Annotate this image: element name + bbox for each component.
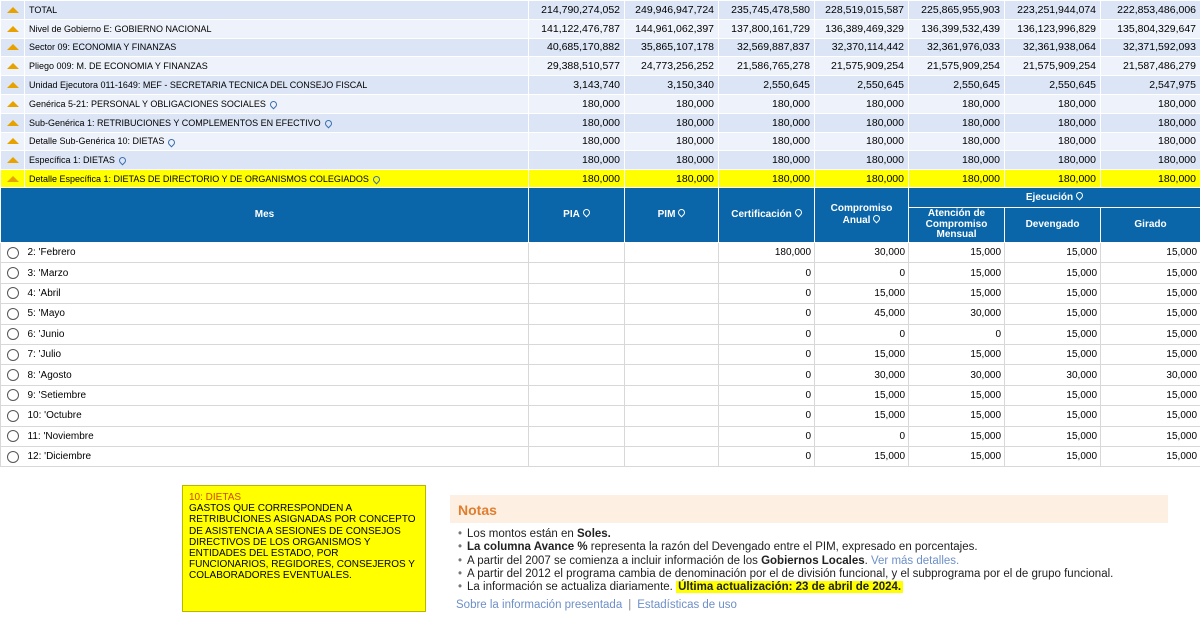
header-girado: Girado xyxy=(1101,208,1200,243)
cell-aten: 15,000 xyxy=(909,263,1005,283)
pin-icon[interactable] xyxy=(167,137,177,147)
summary-value: 180,000 xyxy=(909,151,1005,170)
month-label: 6: 'Junio xyxy=(25,324,529,344)
cell-gir: 15,000 xyxy=(1101,304,1200,324)
summary-value: 180,000 xyxy=(1101,113,1200,132)
note-text: . xyxy=(864,554,871,567)
summary-label-text: Genérica 5-21: PERSONAL Y OBLIGACIONES SOCIALES xyxy=(29,98,266,109)
summary-value: 180,000 xyxy=(719,151,815,170)
summary-value: 135,804,329,647 xyxy=(1101,19,1200,38)
triangle-up-icon[interactable] xyxy=(7,176,19,182)
note-text: representa la razón del Devengado entre el PIM, expresado en porcentajes. xyxy=(587,541,978,554)
last-update: Última actualización: 23 de abril de 2024. xyxy=(678,581,902,594)
summary-value: 180,000 xyxy=(625,151,719,170)
cell-comp: 45,000 xyxy=(815,304,909,324)
cell-gir: 30,000 xyxy=(1101,365,1200,385)
month-label: 8: 'Agosto xyxy=(25,365,529,385)
header-mes: Mes xyxy=(1,188,529,243)
table-row[interactable] xyxy=(1,446,1200,466)
header-certificacion[interactable] xyxy=(719,188,815,243)
table-row[interactable] xyxy=(1,365,1200,385)
cell-gir: 15,000 xyxy=(1101,283,1200,303)
month-label: 2: 'Febrero xyxy=(25,243,529,263)
summary-value: 2,550,645 xyxy=(1005,76,1101,95)
cell-comp: 15,000 xyxy=(815,283,909,303)
pin-icon[interactable] xyxy=(268,100,278,110)
cell-comp: 15,000 xyxy=(815,446,909,466)
summary-value: 180,000 xyxy=(1101,132,1200,151)
pin-icon[interactable] xyxy=(581,208,591,218)
summary-row[interactable] xyxy=(1,113,1200,132)
header-compromiso-label: Compromiso Anual xyxy=(830,203,893,226)
cell-cert: 0 xyxy=(719,263,815,283)
summary-value: 180,000 xyxy=(815,151,909,170)
summary-value: 180,000 xyxy=(719,132,815,151)
summary-value: 180,000 xyxy=(1005,151,1101,170)
header-certificacion-label: Certificación xyxy=(731,209,792,221)
header-atencion: Atención de Compromiso Mensual xyxy=(909,208,1005,243)
summary-value: 180,000 xyxy=(1101,170,1200,189)
cell-pia xyxy=(529,344,625,364)
cell-cert: 0 xyxy=(719,426,815,446)
summary-row[interactable] xyxy=(1,38,1200,57)
cell-aten: 15,000 xyxy=(909,406,1005,426)
note-text: Los montos están en xyxy=(467,528,577,540)
note-text: A partir del 2007 se comienza a incluir información de los xyxy=(467,554,762,567)
cell-dev: 15,000 xyxy=(1005,243,1101,263)
cell-aten: 15,000 xyxy=(909,243,1005,263)
summary-value: 32,361,938,064 xyxy=(1005,38,1101,57)
cell-dev: 15,000 xyxy=(1005,283,1101,303)
cell-pia xyxy=(529,426,625,446)
expand-cell[interactable] xyxy=(1,170,25,189)
radio-icon[interactable] xyxy=(7,430,19,442)
triangle-up-icon[interactable] xyxy=(7,138,19,144)
row-select-cell[interactable] xyxy=(1,426,25,446)
description-box xyxy=(182,485,426,612)
cell-pim xyxy=(625,283,719,303)
row-select-cell[interactable] xyxy=(1,283,25,303)
pin-icon[interactable] xyxy=(793,208,803,218)
summary-value: 180,000 xyxy=(1101,151,1200,170)
summary-value: 144,961,062,397 xyxy=(625,19,719,38)
radio-icon[interactable] xyxy=(7,308,19,320)
summary-value: 180,000 xyxy=(1005,132,1101,151)
triangle-up-icon[interactable] xyxy=(7,26,19,32)
cell-cert: 0 xyxy=(719,283,815,303)
summary-value: 180,000 xyxy=(1005,113,1101,132)
summary-value: 180,000 xyxy=(815,113,909,132)
triangle-up-icon[interactable] xyxy=(7,7,19,13)
triangle-up-icon[interactable] xyxy=(7,82,19,88)
summary-value: 40,685,170,882 xyxy=(529,38,625,57)
note-text: La información se actualiza diariamente. xyxy=(467,581,677,594)
summary-value: 180,000 xyxy=(909,170,1005,189)
summary-value: 3,150,340 xyxy=(625,76,719,95)
note-bold: Gobiernos Locales xyxy=(761,554,865,567)
summary-value: 180,000 xyxy=(719,170,815,189)
cell-pia xyxy=(529,304,625,324)
footer-separator: | xyxy=(628,599,632,612)
cell-comp: 30,000 xyxy=(815,243,909,263)
cell-comp: 15,000 xyxy=(815,344,909,364)
summary-value: 180,000 xyxy=(625,94,719,113)
header-pim[interactable] xyxy=(625,188,719,243)
row-select-cell[interactable] xyxy=(1,446,25,466)
summary-value: 180,000 xyxy=(529,113,625,132)
pin-icon[interactable] xyxy=(1075,190,1085,200)
cell-aten: 0 xyxy=(909,324,1005,344)
row-select-cell[interactable] xyxy=(1,304,25,324)
cell-pim xyxy=(625,263,719,283)
summary-value: 2,550,645 xyxy=(815,76,909,95)
expand-cell[interactable] xyxy=(1,57,25,76)
header-ejecucion[interactable] xyxy=(909,188,1200,208)
pin-icon[interactable] xyxy=(117,156,127,166)
summary-label-text: Sub-Genérica 1: RETRIBUCIONES Y COMPLEMENTOS EN EFECTIVO xyxy=(29,117,321,128)
month-label: 9: 'Setiembre xyxy=(25,385,529,405)
summary-value: 29,388,510,577 xyxy=(529,57,625,76)
summary-row[interactable] xyxy=(1,57,1200,76)
summary-value: 180,000 xyxy=(909,113,1005,132)
summary-label[interactable] xyxy=(25,151,529,170)
cell-aten: 15,000 xyxy=(909,385,1005,405)
notes-panel xyxy=(450,495,1168,615)
month-label: 5: 'Mayo xyxy=(25,304,529,324)
cell-gir: 15,000 xyxy=(1101,446,1200,466)
note-item xyxy=(458,528,1168,541)
notes-list xyxy=(450,523,1168,594)
note-bold: Soles. xyxy=(577,528,611,540)
cell-pim xyxy=(625,324,719,344)
summary-value: 136,399,532,439 xyxy=(909,19,1005,38)
cell-cert: 180,000 xyxy=(719,243,815,263)
summary-row[interactable] xyxy=(1,132,1200,151)
radio-icon[interactable] xyxy=(7,349,19,361)
table-row[interactable] xyxy=(1,406,1200,426)
summary-value: 235,745,478,580 xyxy=(719,1,815,20)
cell-pia xyxy=(529,446,625,466)
summary-value: 21,575,909,254 xyxy=(815,57,909,76)
summary-row[interactable] xyxy=(1,76,1200,95)
about-link[interactable]: Sobre la información presentada xyxy=(456,599,623,612)
summary-value: 180,000 xyxy=(909,132,1005,151)
pin-icon[interactable] xyxy=(323,118,333,128)
triangle-up-icon[interactable] xyxy=(7,157,19,163)
row-select-cell[interactable] xyxy=(1,263,25,283)
cell-gir: 15,000 xyxy=(1101,243,1200,263)
note-text: A partir del 2012 el programa cambia de denominación por el de división funcional, y el subprograma por el de grupo funcional. xyxy=(467,567,1114,580)
row-select-cell[interactable] xyxy=(1,324,25,344)
cell-cert: 0 xyxy=(719,385,815,405)
cell-dev: 15,000 xyxy=(1005,263,1101,283)
table-row[interactable] xyxy=(1,324,1200,344)
cell-cert: 0 xyxy=(719,446,815,466)
summary-value: 141,122,476,787 xyxy=(529,19,625,38)
month-label: 3: 'Marzo xyxy=(25,263,529,283)
month-label: 12: 'Diciembre xyxy=(25,446,529,466)
expand-cell[interactable] xyxy=(1,94,25,113)
cell-comp: 0 xyxy=(815,426,909,446)
summary-value: 24,773,256,252 xyxy=(625,57,719,76)
cell-dev: 15,000 xyxy=(1005,385,1101,405)
notes-footer xyxy=(450,594,1168,611)
cell-dev: 15,000 xyxy=(1005,344,1101,364)
summary-label[interactable] xyxy=(25,170,529,189)
pin-icon[interactable] xyxy=(371,175,381,185)
summary-value: 180,000 xyxy=(1005,94,1101,113)
cell-aten: 30,000 xyxy=(909,304,1005,324)
row-select-cell[interactable] xyxy=(1,365,25,385)
summary-value: 180,000 xyxy=(625,132,719,151)
month-label: 4: 'Abril xyxy=(25,283,529,303)
summary-value: 136,389,469,329 xyxy=(815,19,909,38)
cell-cert: 0 xyxy=(719,344,815,364)
cell-cert: 0 xyxy=(719,304,815,324)
expand-cell[interactable] xyxy=(1,1,25,20)
cell-pia xyxy=(529,406,625,426)
cell-gir: 15,000 xyxy=(1101,385,1200,405)
note-item xyxy=(458,581,1168,594)
radio-icon[interactable] xyxy=(7,328,19,340)
cell-pim xyxy=(625,426,719,446)
cell-aten: 15,000 xyxy=(909,344,1005,364)
summary-row[interactable] xyxy=(1,151,1200,170)
summary-value: 21,586,765,278 xyxy=(719,57,815,76)
cell-gir: 15,000 xyxy=(1101,324,1200,344)
summary-value: 35,865,107,178 xyxy=(625,38,719,57)
cell-pim xyxy=(625,385,719,405)
table-row[interactable] xyxy=(1,344,1200,364)
summary-label[interactable] xyxy=(25,113,529,132)
summary-value: 32,569,887,837 xyxy=(719,38,815,57)
cell-comp: 15,000 xyxy=(815,406,909,426)
summary-row[interactable] xyxy=(1,1,1200,20)
summary-value: 180,000 xyxy=(529,151,625,170)
radio-icon[interactable] xyxy=(7,451,19,463)
summary-label-text: TOTAL xyxy=(29,4,58,15)
summary-value: 249,946,947,724 xyxy=(625,1,719,20)
cell-pim xyxy=(625,344,719,364)
summary-label-text: Sector 09: ECONOMIA Y FINANZAS xyxy=(29,42,177,53)
cell-comp: 30,000 xyxy=(815,365,909,385)
summary-row[interactable] xyxy=(1,19,1200,38)
cell-dev: 15,000 xyxy=(1005,304,1101,324)
table-row[interactable] xyxy=(1,283,1200,303)
summary-value: 223,251,944,074 xyxy=(1005,1,1101,20)
summary-value: 225,865,955,903 xyxy=(909,1,1005,20)
summary-label[interactable] xyxy=(25,57,529,76)
summary-value: 2,550,645 xyxy=(719,76,815,95)
note-bold: La columna Avance % xyxy=(467,541,588,554)
pin-icon[interactable] xyxy=(872,213,882,223)
summary-value: 180,000 xyxy=(529,132,625,151)
cell-pim xyxy=(625,304,719,324)
expand-cell[interactable] xyxy=(1,151,25,170)
summary-row[interactable] xyxy=(1,94,1200,113)
cell-dev: 15,000 xyxy=(1005,446,1101,466)
summary-value: 180,000 xyxy=(625,170,719,189)
radio-icon[interactable] xyxy=(7,369,19,381)
summary-row[interactable] xyxy=(1,170,1200,189)
summary-value: 180,000 xyxy=(529,170,625,189)
summary-value: 180,000 xyxy=(1005,170,1101,189)
triangle-up-icon[interactable] xyxy=(7,120,19,126)
summary-value: 32,361,976,033 xyxy=(909,38,1005,57)
summary-value: 3,143,740 xyxy=(529,76,625,95)
cell-pia xyxy=(529,324,625,344)
cell-aten: 15,000 xyxy=(909,283,1005,303)
summary-value: 180,000 xyxy=(625,113,719,132)
summary-label-text: Detalle Sub-Genérica 10: DIETAS xyxy=(29,136,165,147)
summary-value: 180,000 xyxy=(529,94,625,113)
summary-value: 21,575,909,254 xyxy=(909,57,1005,76)
cell-gir: 15,000 xyxy=(1101,406,1200,426)
row-select-cell[interactable] xyxy=(1,385,25,405)
summary-value: 2,547,975 xyxy=(1101,76,1200,95)
summary-value: 222,853,486,006 xyxy=(1101,1,1200,20)
stats-link[interactable]: Estadísticas de uso xyxy=(637,599,737,612)
header-devengado: Devengado xyxy=(1005,208,1101,243)
row-select-cell[interactable] xyxy=(1,344,25,364)
radio-icon[interactable] xyxy=(7,247,19,259)
month-label: 11: 'Noviembre xyxy=(25,426,529,446)
cell-gir: 15,000 xyxy=(1101,263,1200,283)
cell-pia xyxy=(529,263,625,283)
radio-icon[interactable] xyxy=(7,389,19,401)
notes-title: Notas xyxy=(450,495,1168,523)
summary-label-text: Unidad Ejecutora 011-1649: MEF - SECRETARIA TECNICA DEL CONSEJO FISCAL xyxy=(29,80,368,91)
summary-label[interactable] xyxy=(25,1,529,20)
cell-cert: 0 xyxy=(719,324,815,344)
summary-value: 2,550,645 xyxy=(909,76,1005,95)
cell-pia xyxy=(529,243,625,263)
cell-pim xyxy=(625,365,719,385)
cell-dev: 30,000 xyxy=(1005,365,1101,385)
cell-cert: 0 xyxy=(719,365,815,385)
radio-icon[interactable] xyxy=(7,287,19,299)
summary-value: 137,800,161,729 xyxy=(719,19,815,38)
expand-cell[interactable] xyxy=(1,132,25,151)
header-compromiso-anual[interactable] xyxy=(815,188,909,243)
pin-icon[interactable] xyxy=(677,208,687,218)
ver-mas-link[interactable]: Ver más detalles. xyxy=(871,554,960,567)
summary-value: 180,000 xyxy=(815,170,909,189)
expand-cell[interactable] xyxy=(1,19,25,38)
summary-value: 136,123,996,829 xyxy=(1005,19,1101,38)
cell-pim xyxy=(625,446,719,466)
header-ejecucion-label: Ejecución xyxy=(1025,191,1074,203)
row-select-cell[interactable] xyxy=(1,406,25,426)
cell-dev: 15,000 xyxy=(1005,426,1101,446)
cell-comp: 0 xyxy=(815,263,909,283)
summary-table xyxy=(0,0,1200,189)
radio-icon[interactable] xyxy=(7,410,19,422)
summary-label-text: Específica 1: DIETAS xyxy=(29,155,115,166)
summary-value: 180,000 xyxy=(909,94,1005,113)
summary-value: 180,000 xyxy=(815,132,909,151)
radio-icon[interactable] xyxy=(7,267,19,279)
summary-value: 21,587,486,279 xyxy=(1101,57,1200,76)
expand-cell[interactable] xyxy=(1,76,25,95)
cell-pia xyxy=(529,283,625,303)
cell-pia xyxy=(529,385,625,405)
header-pia-label: PIA xyxy=(563,209,580,221)
expand-cell[interactable] xyxy=(1,113,25,132)
table-row[interactable] xyxy=(1,304,1200,324)
triangle-up-icon[interactable] xyxy=(7,101,19,107)
table-row[interactable] xyxy=(1,263,1200,283)
cell-dev: 15,000 xyxy=(1005,406,1101,426)
description-text: GASTOS QUE CORRESPONDEN A RETRIBUCIONES ASIGNADAS POR CONCEPTO DE ASISTENCIA A SESIONES DE CONSEJOS DIRECTIVOS DE LOS ORGANISMOS Y ENTIDADES DEL ESTADO, POR FUNCIONARIOS, REGIDORES, CONSEJEROS Y COLABORADORES EVENTUALES. xyxy=(189,503,416,582)
summary-label-text: Nivel de Gobierno E: GOBIERNO NACIONAL xyxy=(29,23,212,34)
cell-pim xyxy=(625,243,719,263)
cell-gir: 15,000 xyxy=(1101,426,1200,446)
cell-aten: 15,000 xyxy=(909,426,1005,446)
table-row[interactable] xyxy=(1,385,1200,405)
note-item xyxy=(458,541,1168,554)
cell-gir: 15,000 xyxy=(1101,344,1200,364)
header-pia[interactable] xyxy=(529,188,625,243)
triangle-up-icon[interactable] xyxy=(7,44,19,50)
summary-value: 180,000 xyxy=(719,94,815,113)
summary-value: 32,370,114,442 xyxy=(815,38,909,57)
header-pim-label: PIM xyxy=(657,209,676,221)
description-title: 10: DIETAS xyxy=(189,492,242,503)
summary-label-text: Detalle Específica 1: DIETAS DE DIRECTORIO Y DE ORGANISMOS COLEGIADOS xyxy=(29,174,369,185)
row-select-cell[interactable] xyxy=(1,243,25,263)
summary-label[interactable] xyxy=(25,76,529,95)
summary-value: 180,000 xyxy=(1101,94,1200,113)
cell-dev: 15,000 xyxy=(1005,324,1101,344)
summary-label[interactable] xyxy=(25,38,529,57)
cell-pia xyxy=(529,365,625,385)
cell-pim xyxy=(625,406,719,426)
cell-aten: 15,000 xyxy=(909,446,1005,466)
monthly-table xyxy=(0,187,1200,467)
summary-value: 21,575,909,254 xyxy=(1005,57,1101,76)
cell-comp: 15,000 xyxy=(815,385,909,405)
month-label: 10: 'Octubre xyxy=(25,406,529,426)
summary-value: 180,000 xyxy=(719,113,815,132)
cell-aten: 30,000 xyxy=(909,365,1005,385)
summary-label[interactable] xyxy=(25,19,529,38)
cell-comp: 0 xyxy=(815,324,909,344)
table-row[interactable] xyxy=(1,243,1200,263)
note-item xyxy=(458,568,1168,581)
summary-value: 214,790,274,052 xyxy=(529,1,625,20)
summary-value: 228,519,015,587 xyxy=(815,1,909,20)
summary-value: 32,371,592,093 xyxy=(1101,38,1200,57)
expand-cell[interactable] xyxy=(1,38,25,57)
summary-label-text: Pliego 009: M. DE ECONOMIA Y FINANZAS xyxy=(29,61,208,72)
table-row[interactable] xyxy=(1,426,1200,446)
month-label: 7: 'Julio xyxy=(25,344,529,364)
cell-cert: 0 xyxy=(719,406,815,426)
summary-value: 180,000 xyxy=(815,94,909,113)
triangle-up-icon[interactable] xyxy=(7,63,19,69)
summary-label[interactable] xyxy=(25,132,529,151)
note-item xyxy=(458,555,1168,568)
summary-label[interactable] xyxy=(25,94,529,113)
